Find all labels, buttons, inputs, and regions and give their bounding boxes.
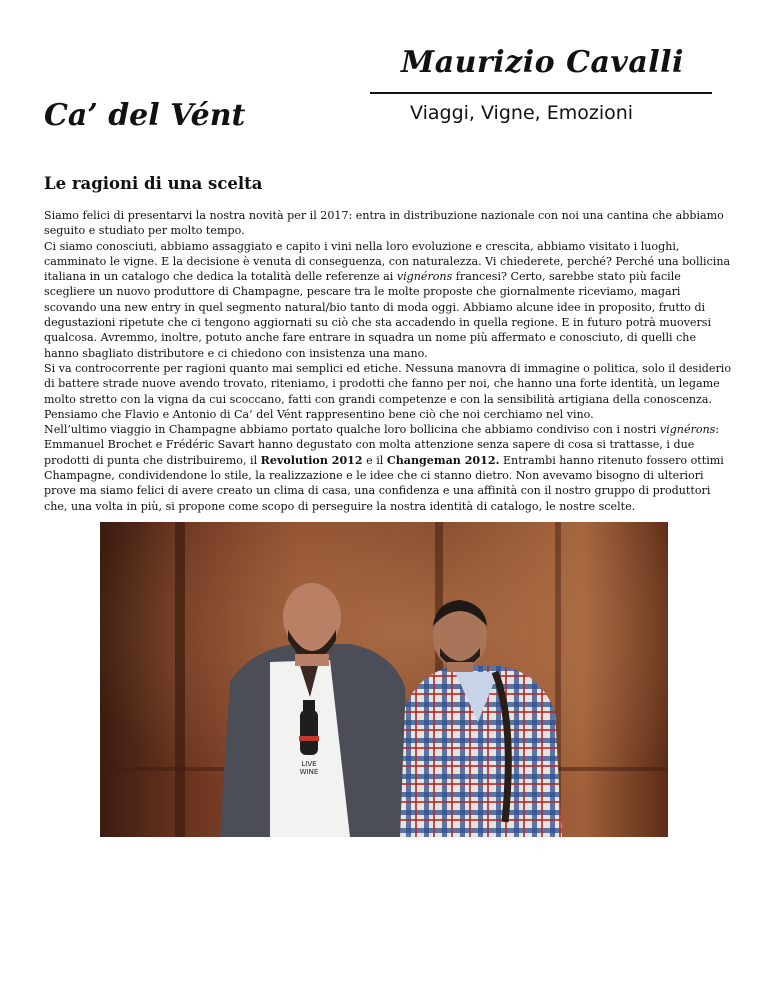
- page-title: Ca’ del Vént: [44, 98, 246, 133]
- paragraph-text: Si va controcorrente per ragioni quanto mai semplici ed etiche. Nessuna manovra di immagine o politica, solo il desiderio di battere strade nuove avendo trovato, riteniamo, i prodotti che fanno per noi, che hanno una forte identità, un legame molto stretto con la vigna da cui scoccano, fatti con grandi competenze e con la sensibilità artigiana della conoscenza. Pensiamo che Flavio e Antonio di Ca’ del Vént rappresentino bene ciò che noi cerchiamo nel vino.: [44, 361, 731, 421]
- paragraph: [44, 422, 734, 514]
- paragraph-text: francesi? Certo, sarebbe stato più facile scegliere un nuovo produttore di Champagne, pescare tra le molte proposte che giornalmente riceviamo, magari scovando una new entry in quel segmento natural/bio tanto di moda oggi. Abbiamo alcune idee in proposito, frutto di degustazioni ripetute che ci tengono aggiornati su ciò che sta accadendo in quella regione. E in futuro potrà muoversi qualcosa. Avremmo, inoltre, potuto anche fare entrare in squadra un nome più affermato e conosciuto, di quelli che hanno sbagliato distributore e ci chiedono con insistenza una mano.: [44, 270, 711, 360]
- paragraph: [44, 361, 734, 422]
- paragraph: [44, 239, 734, 361]
- brand-tagline: Viaggi, Vigne, Emozioni: [410, 102, 634, 124]
- producers-photo: [100, 522, 668, 837]
- article-body: [44, 208, 734, 514]
- paragraph-text: Entrambi hanno ritenuto fossero ottimi Champagne, condividendone lo stile, la realizzazione e le idee che ci stanno dietro. Non avevamo bisogno di ulteriori prove ma siamo felici di avere creato un clima di casa, una confidenza e una affinità con il nostro gruppo di produttori che, una volta in più, si propone come scopo di perseguire la nostra identità di catalogo, le nostre scelte.: [44, 453, 724, 513]
- paragraph-text: e il: [362, 453, 387, 467]
- paragraph-text: vignérons: [396, 270, 453, 284]
- paragraph-text: Siamo felici di presentarvi la nostra novità per il 2017: entra in distribuzione nazionale con noi una cantina che abbiamo seguito e studiato per molto tempo.: [44, 209, 724, 238]
- brand-logo: Maurizio Cavalli: [401, 45, 684, 80]
- shirt-print-line1: LIVE: [301, 760, 317, 768]
- section-heading: Le ragioni di una scelta: [44, 174, 263, 193]
- shirt-print-line2: WINE: [299, 768, 319, 776]
- paragraph: [44, 208, 734, 239]
- paragraph-text: Ci siamo conosciuti, abbiamo assaggiato e capito i vini nella loro evoluzione e crescita, abbiamo visitato i luoghi, camminato le vigne. E la decisione è venuta di conseguenza, con naturalezza. Vi chiederete, perché? Perché una bollicina italiana in un catalogo che dedica la totalità delle referenze ai: [44, 239, 731, 284]
- paragraph-text: Nell’ultimo viaggio in Champagne abbiamo portato qualche loro bollicina che abbiamo condiviso con i nostri: [44, 423, 660, 437]
- paragraph-text: : Emmanuel Brochet e Frédéric Savart hanno degustato con molta attenzione senza sapere di cosa si trattasse, i due prodotti di punta che distribuiremo, il: [44, 423, 720, 467]
- brand-divider: [370, 92, 712, 94]
- paragraph-text: vignérons: [659, 423, 716, 437]
- wine-name: Changeman 2012.: [386, 453, 500, 467]
- wine-name: Revolution 2012: [260, 453, 363, 467]
